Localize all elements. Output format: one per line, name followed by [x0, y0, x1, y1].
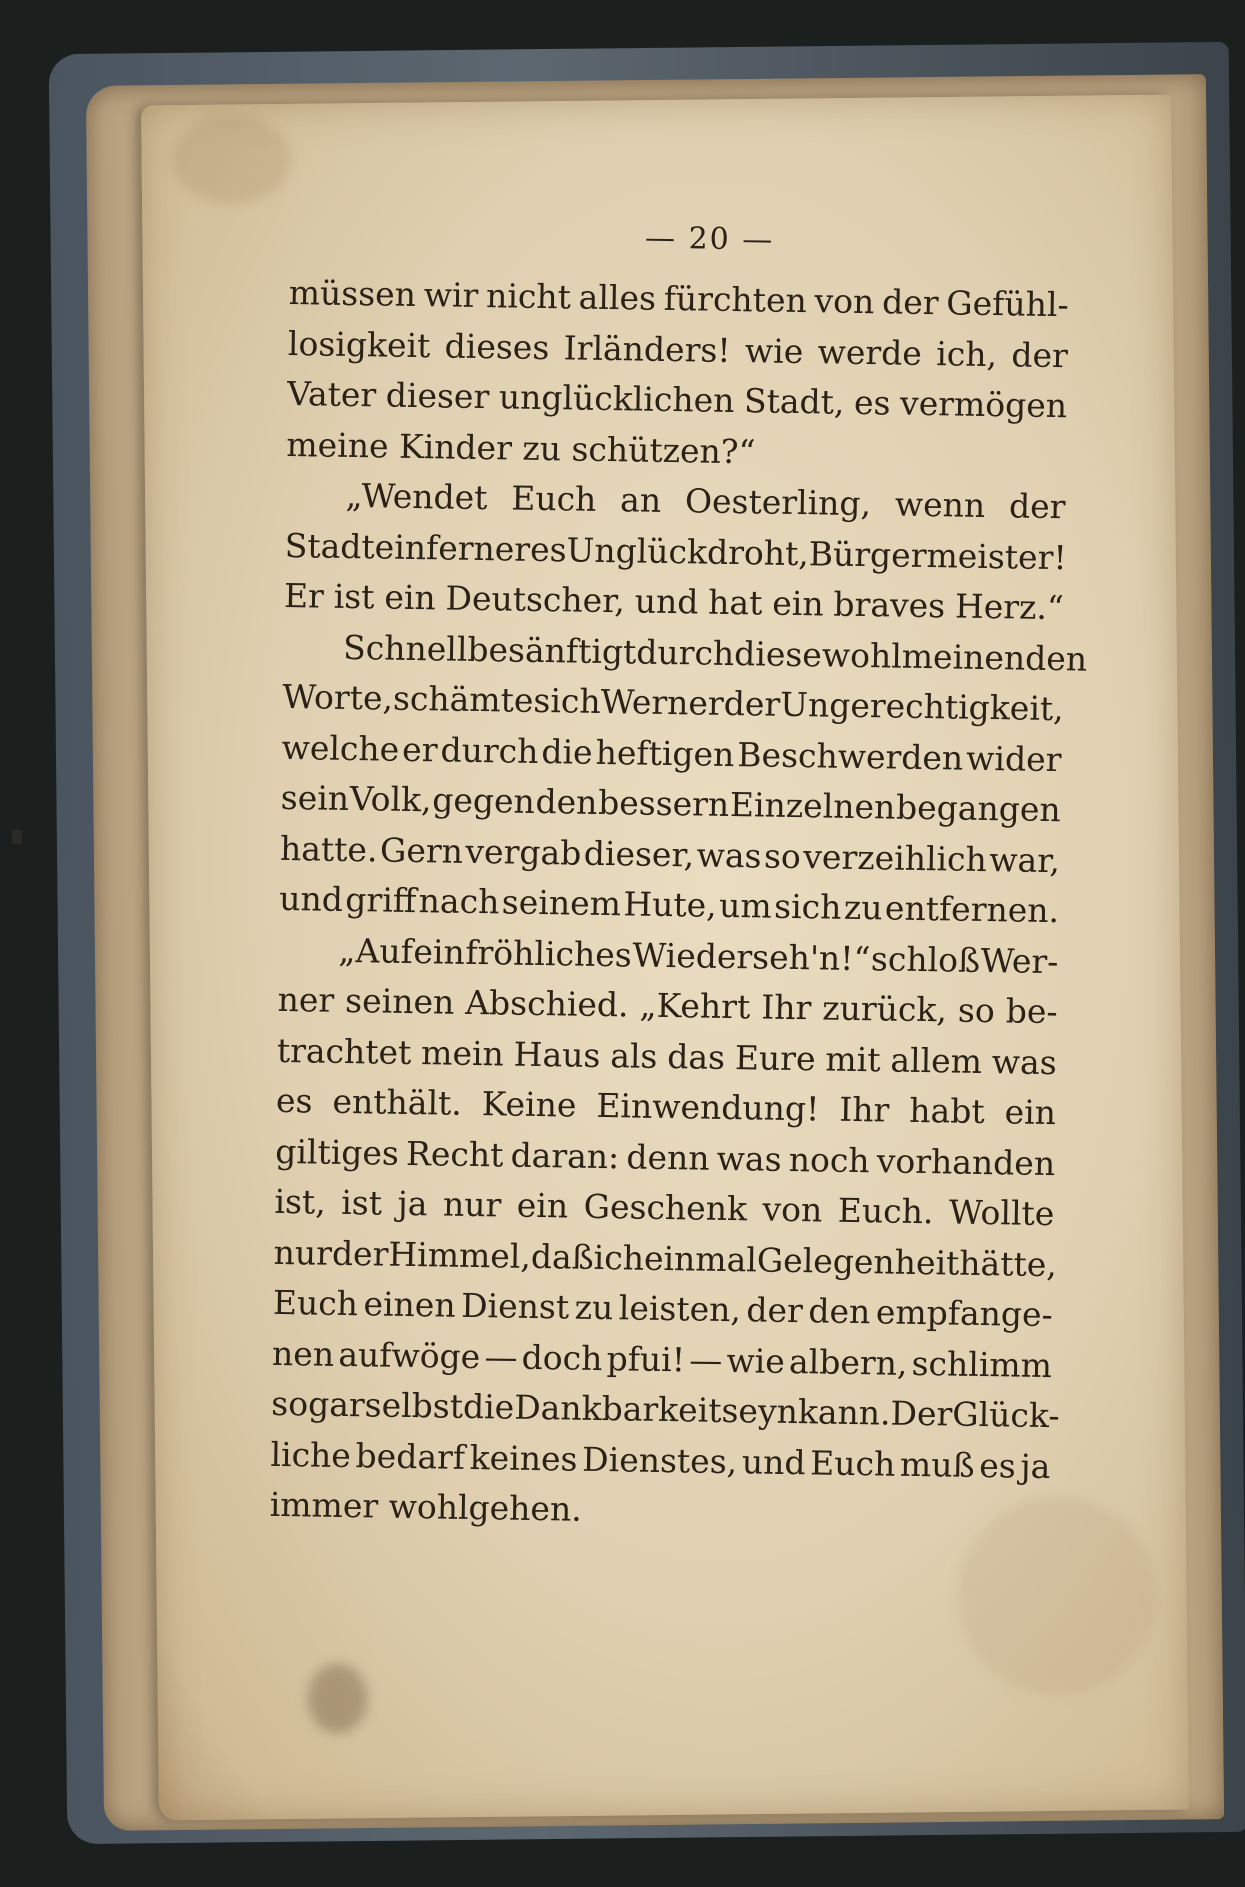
- text-line: es enthält. Keine Einwendung! Ihr habt ein: [275, 1080, 1057, 1133]
- text-line: nen aufwöge — doch pfui! — wie albern, schlimm: [271, 1333, 1053, 1385]
- text-line: hatte. Gern vergab dieser, was so verzeihlich war,: [279, 828, 1061, 880]
- edge-mark: [12, 830, 22, 844]
- page-text: [269, 215, 1088, 1543]
- text-line: sein Volk, gegen den bessern Einzelnen begangen: [280, 777, 1061, 830]
- text-line: Schnell besänftigt durch diese wohlmeinenden: [342, 627, 1088, 679]
- text-line: ner seinen Abschied. „Kehrt Ihr zurück, so be-: [277, 979, 1058, 1032]
- page-stain: [307, 1663, 368, 1734]
- text-lines: [269, 268, 1088, 1543]
- text-line: und griff nach seinem Hute, um sich zu entfernen.: [278, 878, 1060, 931]
- page-number: — 20 —: [644, 220, 775, 258]
- text-line: liche bedarf keines Dienstes, und Euch muß es ja: [270, 1434, 1051, 1486]
- text-line: Vater dieser unglücklichen Stadt, es vermögen: [286, 373, 1068, 426]
- text-line: welche er durch die heftigen Beschwerden wider: [281, 727, 1062, 779]
- page-stain: [171, 114, 292, 205]
- text-line: „Auf ein fröhliches Wiederseh'n!“ schloß Wer-: [338, 930, 1059, 981]
- text-line: „Wendet Euch an Oesterling, wenn der: [345, 475, 1066, 527]
- text-line: müssen wir nicht alles fürchten von der Gefühl-: [288, 272, 1069, 325]
- text-line: Stadt ein ferneres Unglück droht, Bürgermeister!: [284, 525, 1067, 577]
- text-line: meine Kinder zu schützen?“: [286, 424, 756, 471]
- text-line: Er ist ein Deutscher, und hat ein braves Herz.“: [283, 575, 1065, 628]
- text-line: losigkeit dieses Irländers! wie werde ich, der: [287, 323, 1069, 375]
- text-line: giltiges Recht daran: denn was noch vorhanden: [274, 1131, 1056, 1183]
- text-line: ist, ist ja nur ein Geschenk von Euch. Wollte: [274, 1181, 1055, 1234]
- text-line: Worte, schämte sich Werner der Ungerechtigkeit,: [282, 676, 1064, 729]
- text-line: nur der Himmel, daß ich einmal Gelegenheit hätte,: [273, 1232, 1058, 1284]
- text-line: trachtet mein Haus als das Eure mit allem was: [276, 1030, 1058, 1082]
- text-line: immer wohlgehen.: [269, 1484, 583, 1529]
- text-line: sogar selbst die Dankbarkeit seyn kann. Der Glück-: [271, 1383, 1060, 1436]
- text-line: Euch einen Dienst zu leisten, der den empfange-: [272, 1282, 1054, 1335]
